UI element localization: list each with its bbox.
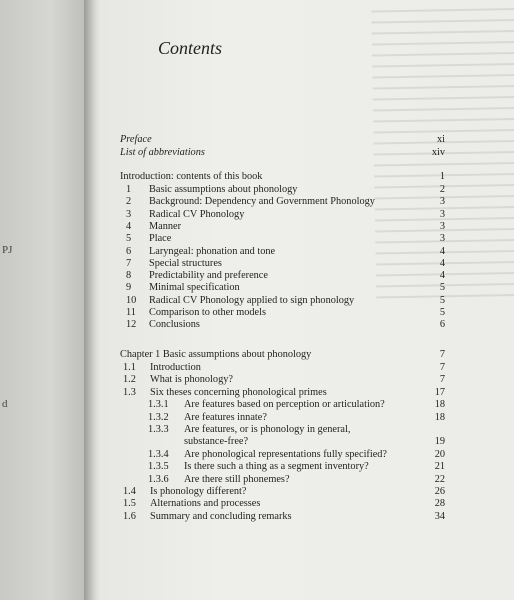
page-title: Contents: [158, 38, 223, 58]
entry-title: Conclusions: [149, 319, 200, 331]
entry-page: 7: [439, 374, 445, 386]
entry-title: Chapter 1 Basic assumptions about phonology: [120, 349, 312, 360]
contents-page: [100, 0, 514, 600]
entry-number: 5: [126, 233, 132, 245]
entry-page: xiv: [431, 147, 445, 158]
entry-number: 1.3.1: [148, 399, 169, 411]
entry-page: 26: [434, 486, 445, 497]
entry-title: Introduction: [150, 362, 201, 373]
entry-title: Are features innate?: [184, 411, 267, 423]
facing-page: [0, 0, 84, 600]
entry-number: 1.6: [123, 510, 136, 522]
entry-title: Summary and concluding remarks: [150, 510, 292, 522]
entry-title: Are features, or is phonology in general,: [184, 424, 351, 435]
entry-page: 2: [439, 184, 445, 195]
entry-page: 19: [434, 436, 445, 448]
entry-number: 1.1: [123, 362, 136, 373]
book-spine: [84, 0, 100, 600]
facing-page-fragment: d: [2, 398, 8, 410]
entry-number: 1.3.3: [148, 424, 169, 435]
entry-page: 1: [439, 171, 445, 182]
entry-page: 18: [434, 411, 445, 423]
entry-number: 1.4: [123, 486, 136, 497]
entry-number: 6: [126, 245, 132, 257]
entry-page: 34: [434, 510, 445, 522]
entry-title: Minimal specification: [149, 282, 240, 294]
entry-title: Special structures: [149, 257, 222, 269]
entry-title: Is phonology different?: [150, 486, 247, 497]
entry-number: 2: [126, 196, 132, 208]
entry-page: 3: [439, 208, 445, 220]
entry-page: 17: [434, 386, 445, 398]
entry-number: 12: [126, 319, 137, 331]
entry-title: Introduction: contents of this book: [120, 171, 263, 182]
entry-title: Is there such a thing as a segment inventory?: [184, 461, 369, 473]
entry-number: 8: [126, 270, 132, 282]
entry-number: 1.5: [123, 498, 136, 510]
entry-title: Are features based on perception or articulation?: [184, 399, 385, 411]
facing-page-fragment: PJ: [2, 244, 13, 256]
entry-title: Are phonological representations fully specified?: [184, 448, 388, 460]
entry-title: Laryngeal: phonation and tone: [149, 245, 276, 257]
entry-title: Are there still phonemes?: [184, 473, 290, 485]
entry-page: 5: [439, 307, 445, 318]
entry-number: 10: [126, 294, 137, 306]
entry-number: 1.3.5: [148, 461, 169, 473]
entry-title: Basic assumptions about phonology: [149, 184, 298, 195]
entry-number: 1.3.4: [148, 448, 169, 460]
entry-page: 18: [434, 399, 445, 411]
entry-page: 5: [439, 294, 445, 306]
entry-number: 1.3.2: [148, 411, 169, 423]
entry-title: substance-free?: [184, 436, 249, 448]
entry-title: Radical CV Phonology applied to sign phonology: [149, 294, 355, 306]
entry-number: 1.2: [123, 374, 136, 386]
entry-title: Place: [149, 233, 172, 245]
entry-title: Predictability and preference: [149, 270, 268, 282]
entry-page: 7: [439, 362, 445, 373]
entry-page: 4: [439, 270, 445, 282]
entry-title: Radical CV Phonology: [149, 208, 245, 220]
entry-number: 3: [126, 208, 132, 220]
entry-page: 3: [439, 220, 445, 232]
entry-title: What is phonology?: [150, 374, 233, 386]
entry-title: Background: Dependency and Government Phonology: [149, 196, 375, 208]
entry-page: xi: [436, 134, 445, 145]
entry-title: Alternations and processes: [150, 498, 261, 510]
entry-page: 28: [434, 498, 445, 510]
entry-page: 3: [439, 196, 445, 208]
entry-number: 9: [126, 282, 132, 294]
entry-title: Comparison to other models: [149, 307, 266, 318]
entry-title: Six theses concerning phonological primes: [150, 386, 327, 398]
entry-number: 4: [126, 220, 132, 232]
entry-page: 3: [439, 233, 445, 245]
entry-number: 1.3.6: [148, 473, 169, 485]
entry-number: 1.3: [123, 386, 136, 398]
entry-title: Preface: [120, 134, 152, 145]
entry-number: 7: [126, 257, 132, 269]
entry-page: 20: [434, 448, 445, 460]
entry-number: 1: [126, 184, 132, 195]
entry-page: 21: [434, 461, 445, 473]
entry-number: 11: [126, 307, 136, 318]
entry-page: 6: [439, 319, 445, 331]
entry-page: 7: [439, 349, 445, 360]
entry-page: 22: [434, 473, 445, 485]
entry-page: 4: [439, 257, 445, 269]
entry-page: 4: [439, 245, 445, 257]
entry-title: List of abbreviations: [120, 147, 205, 158]
entry-title: Manner: [149, 220, 182, 232]
entry-page: 5: [439, 282, 445, 294]
